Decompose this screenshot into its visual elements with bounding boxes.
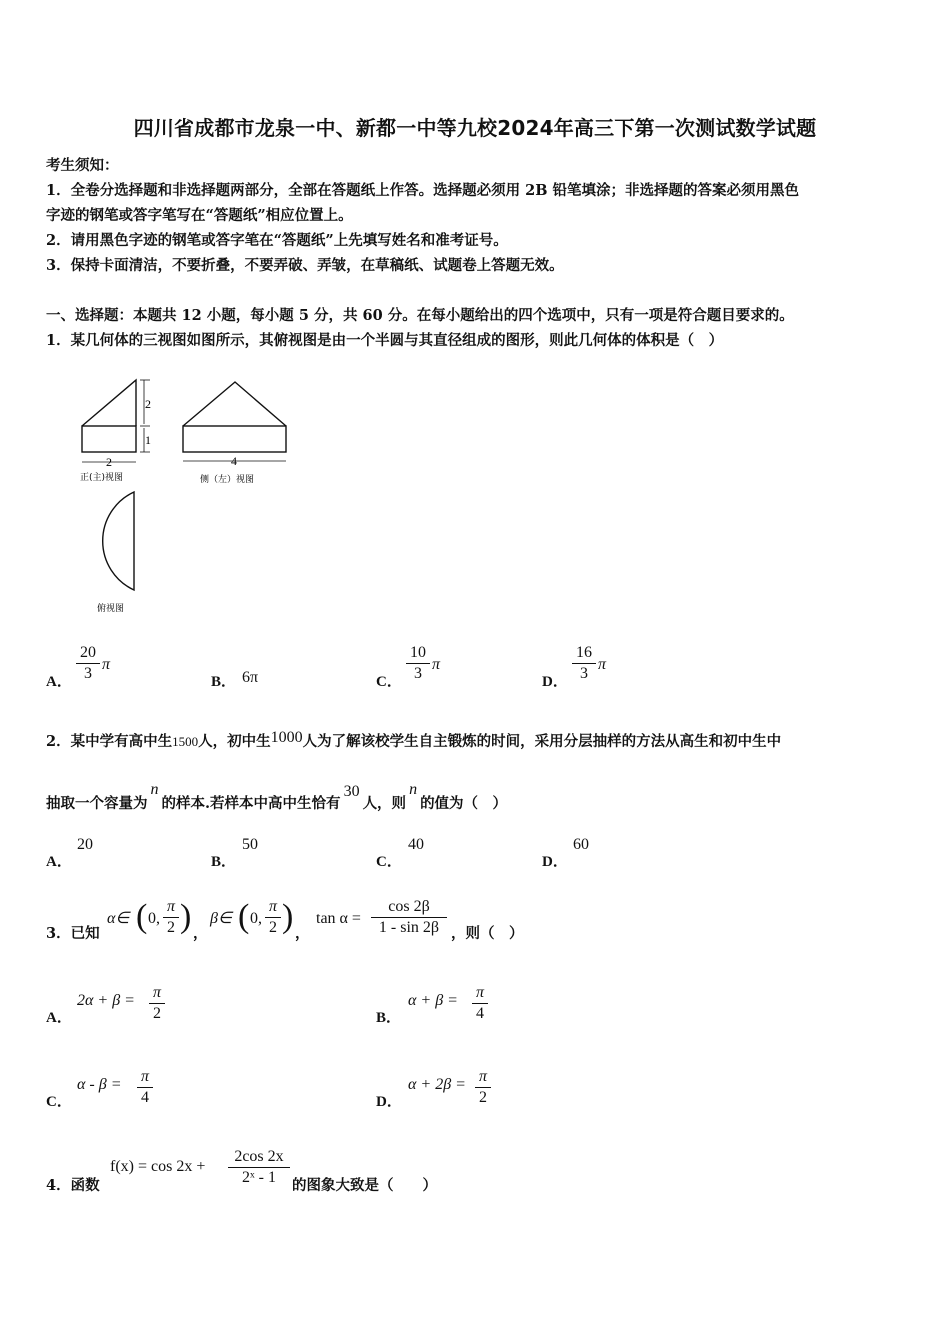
q2-option-d-value: 60 (573, 836, 589, 853)
q3-option-d-label[interactable]: D． (376, 1094, 402, 1110)
q3-close-paren-1: ) (180, 898, 192, 935)
question-2-line-2 (46, 781, 508, 813)
front-dim-width: 2 (106, 455, 112, 469)
notice-item-3: 3．保持卡面清洁，不要折叠，不要弄破、弄皱，在草稿纸、试题卷上答题无效。 (46, 257, 564, 274)
q2-part-2: 人，初中生 (198, 733, 271, 750)
q4-lhs: f(x) = cos 2x + (110, 1158, 206, 1175)
q3-option-c-num: π (140, 1068, 149, 1085)
q3-tan-fraction (371, 898, 447, 937)
side-view-caption: 侧（左）视图 (200, 475, 255, 485)
q2-option-c-value: 40 (408, 836, 424, 853)
q1-option-d-fraction (572, 644, 596, 683)
q3-comma-1: ， (193, 925, 208, 942)
q3-option-a-label[interactable]: A． (46, 1010, 72, 1026)
q3-option-d-num: π (478, 1068, 487, 1085)
q2-var-n: n (150, 781, 159, 798)
q3-tan-den: 1 - sin 2β (378, 919, 440, 936)
q3-beta-in: β∈ (210, 910, 232, 927)
q3-option-a-fraction (149, 984, 165, 1023)
q3-option-b-num: π (475, 984, 484, 1001)
q2-part-6: 人，则 (362, 795, 407, 812)
notice-item-1-line-2: 字迹的钢笔或答字笔写在“答题纸”相应位置上。 (46, 207, 353, 224)
q3-option-b-label[interactable]: B． (376, 1010, 402, 1026)
q1-option-c-num: 10 (410, 644, 426, 661)
front-view-shape (82, 380, 136, 452)
q1-option-d-pi: π (598, 656, 607, 673)
q2-part-3: 人为了解该校学生自主锻炼的时间，采用分层抽样的方法从高生和初中生中 (302, 733, 782, 750)
q3-open-paren-1: ( (136, 898, 148, 935)
q3-option-b-fraction (472, 984, 488, 1023)
q1-option-d-label[interactable]: D． (542, 674, 568, 690)
q4-den: 2ˣ - 1 (242, 1169, 276, 1186)
q1-option-a-den: 3 (84, 665, 92, 682)
question-4-prefix: 4．函数 (46, 1177, 100, 1194)
q3-option-a-den: 2 (153, 1005, 161, 1022)
q3-option-b-den: 4 (476, 1005, 484, 1022)
q1-option-d-den: 3 (580, 665, 588, 682)
q1-option-b-expr: 6π (242, 669, 259, 686)
q2-option-d-label[interactable]: D． (542, 854, 568, 870)
q3-close-paren-2: ) (282, 898, 294, 935)
q3-comma-2: ， (295, 925, 310, 942)
q2-part-7: 的值为（ ） (420, 795, 508, 812)
q2-option-a-value: 20 (77, 836, 93, 853)
q2-option-b-value: 50 (242, 836, 258, 853)
top-view-semicircle (103, 492, 134, 590)
q3-open-paren-2: ( (238, 898, 250, 935)
side-dim-width: 4 (231, 454, 237, 468)
q1-option-c-fraction (406, 644, 430, 683)
q3-interval-frac-1 (163, 898, 179, 937)
q3-pi-1: π (166, 898, 175, 915)
q3-option-c-label[interactable]: C． (46, 1094, 72, 1110)
side-view-shape (183, 382, 286, 452)
q3-option-c-den: 4 (141, 1089, 149, 1106)
q3-alpha-in: α∈ (107, 910, 130, 927)
q1-option-b-label[interactable]: B． (211, 674, 237, 690)
q3-two-1: 2 (167, 919, 175, 936)
q2-mid-count: 1000 (270, 729, 303, 746)
q2-sample-count: 30 (343, 783, 360, 800)
q1-option-a-label[interactable]: A． (46, 674, 72, 690)
document-title: 四川省成都市龙泉一中、新都一中等九校2024年高三下第一次测试数学试题 (133, 116, 817, 140)
question-1-text: 1．某几何体的三视图如图所示，其俯视图是由一个半圆与其直径组成的图形，则此几何体的体积是（ ） (46, 332, 724, 349)
q3-pi-2: π (268, 898, 277, 915)
q3-two-2: 2 (269, 919, 277, 936)
q3-option-d-lhs: α + 2β = (408, 1076, 466, 1093)
q3-option-c-lhs: α - β = (77, 1076, 122, 1093)
q3-suffix: ，则（ ） (451, 925, 524, 942)
q3-interval-zero-1: 0, (148, 910, 160, 927)
q2-var-n-2: n (409, 781, 418, 798)
q2-option-c-label[interactable]: C． (376, 854, 402, 870)
q3-option-a-num: π (152, 984, 161, 1001)
notice-heading: 考生须知： (46, 157, 119, 174)
q2-high-count: 1500 (172, 734, 199, 749)
q3-option-b-lhs: α + β = (408, 992, 458, 1009)
q2-option-b-label[interactable]: B． (211, 854, 237, 870)
top-view-caption: 俯视图 (97, 604, 125, 614)
question-2-line-1 (46, 730, 781, 751)
q1-option-a-fraction (76, 644, 100, 683)
q4-suffix: 的图象大致是（ ） (292, 1177, 437, 1194)
q4-num: 2cos 2x (234, 1148, 284, 1165)
q3-tan-num: cos 2β (388, 898, 430, 915)
q1-option-a-pi: π (102, 656, 111, 673)
q1-option-c-den: 3 (414, 665, 422, 682)
q3-interval-frac-2 (265, 898, 281, 937)
q4-fraction (228, 1148, 290, 1187)
front-dim-height-top: 2 (145, 397, 151, 411)
front-dimension-lines (82, 380, 150, 462)
q2-part-5: 的样本.若样本中高中生恰有 (161, 795, 341, 812)
front-view-caption: 正(主)视图 (80, 473, 124, 483)
section-heading: 一、选择题：本题共 12 小题，每小题 5 分，共 60 分。在每小题给出的四个选项中，只有一项是符合题目要求的。 (46, 307, 794, 324)
notice-item-2: 2．请用黑色字迹的钢笔或答字笔在“答题纸”上先填写姓名和准考证号。 (46, 232, 508, 249)
q1-option-c-pi: π (432, 656, 441, 673)
question-3-prefix: 3．已知 (46, 925, 100, 942)
q3-option-d-fraction (475, 1068, 491, 1107)
q2-option-a-label[interactable]: A． (46, 854, 72, 870)
q2-part-4: 抽取一个容量为 (46, 795, 148, 812)
q3-tan-lhs: tan α = (316, 910, 361, 927)
q3-option-d-den: 2 (479, 1089, 487, 1106)
front-dim-height-bottom: 1 (145, 433, 151, 447)
three-view-figure (70, 370, 300, 620)
q1-option-d-num: 16 (576, 644, 592, 661)
q1-option-c-label[interactable]: C． (376, 674, 402, 690)
q1-option-a-num: 20 (80, 644, 96, 661)
q3-option-c-fraction (137, 1068, 153, 1107)
q3-interval-zero-2: 0, (250, 910, 262, 927)
q3-option-a-lhs: 2α + β = (77, 992, 135, 1009)
q2-part-1: 2．某中学有高中生 (46, 733, 173, 750)
notice-item-1-line-1: 1．全卷分选择题和非选择题两部分，全部在答题纸上作答。选择题必须用 2B 铅笔填涂；非选择题的答案必须用黑色 (46, 182, 800, 199)
